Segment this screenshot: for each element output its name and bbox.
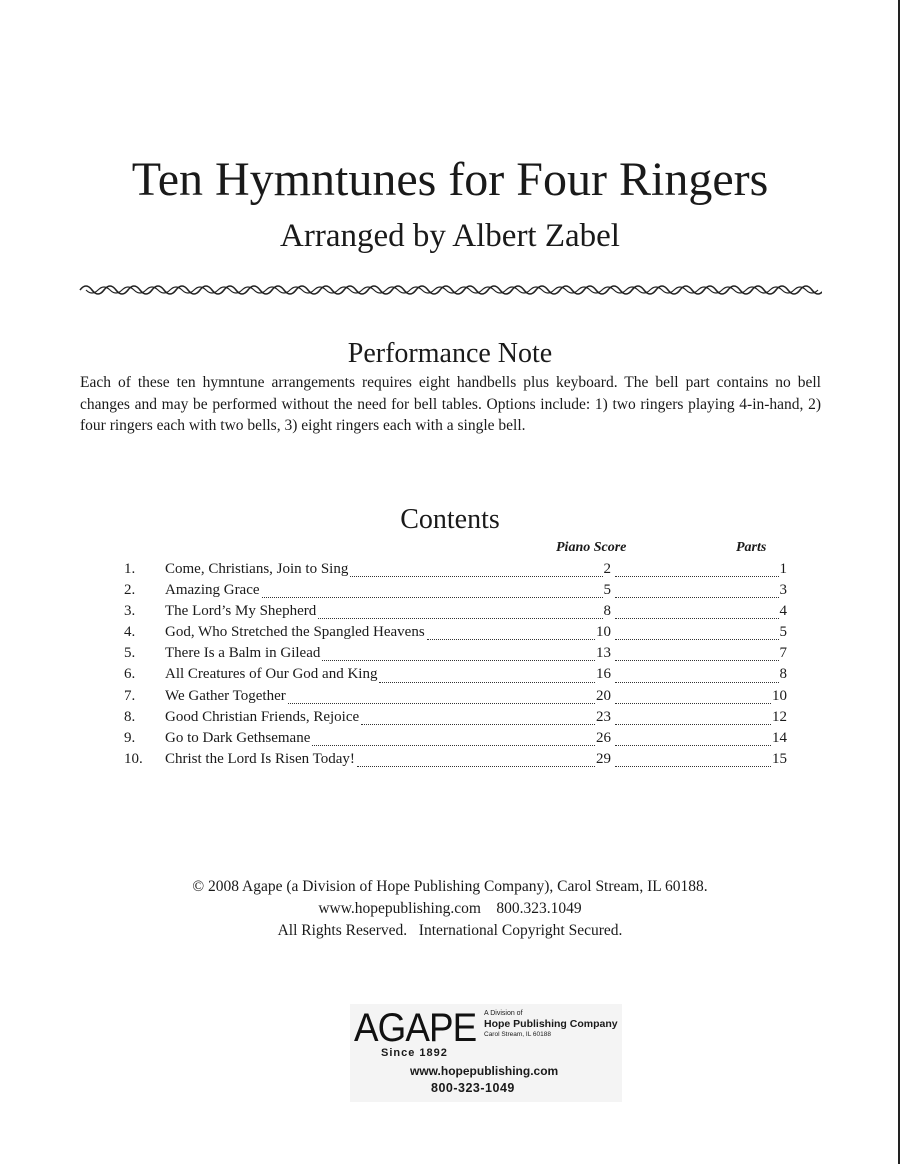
toc-number: 3. [124,603,136,620]
toc-row [124,688,788,709]
toc-title: Good Christian Friends, Rejoice [165,708,360,725]
leader-dots [615,723,771,725]
toc-title: Amazing Grace [165,582,260,599]
toc-piano-page: 20 [596,687,611,704]
toc-title: There Is a Balm in Gilead [165,645,321,662]
toc-title: God, Who Stretched the Spangled Heavens [165,624,425,641]
toc-piano-page: 5 [603,582,611,599]
toc-row [124,709,788,730]
toc-piano-page: 10 [596,624,611,641]
leader-dots [615,659,779,661]
toc-parts-page: 10 [772,687,787,704]
leader-dots [350,575,602,577]
arranger-subtitle: Arranged by Albert Zabel [280,218,620,254]
leader-dots [615,575,779,577]
leader-dots [357,765,595,767]
toc-piano-page: 29 [596,750,611,767]
toc-parts-page: 4 [779,603,787,620]
toc-parts-page: 15 [772,750,787,767]
copyright-block [0,876,900,942]
logo-division-location: Carol Stream, IL 60188 [484,1031,551,1038]
performance-note-text: Each of these ten hymntune arrangements requires eight handbells plus keyboard. The bell part contains no bell changes and may be performed without the need for bell tables. Options include: 1) two ringers playing 4-in-hand, 2) four ringers each with two bells, 3) eight ringers each with a single bell. [80,374,821,434]
toc-piano-page: 26 [596,729,611,746]
toc-piano-page: 23 [596,708,611,725]
leader-dots [615,638,779,640]
toc-row [124,666,788,687]
toc-title: We Gather Together [165,687,286,704]
leader-dots [427,638,595,640]
toc-row [124,603,788,624]
page-title: Ten Hymntunes for Four Ringers [131,153,769,206]
toc-parts-page: 12 [772,708,787,725]
toc-piano-page: 2 [603,561,611,577]
leader-dots [615,765,771,767]
column-header-parts: Parts [736,540,767,555]
logo-phone: 800-323-1049 [431,1081,515,1095]
toc-number: 1. [124,561,136,577]
leader-dots [288,702,595,704]
toc-row [124,624,788,645]
leader-dots [318,617,602,619]
toc-row [124,645,788,666]
copyright-line: © 2008 Agape (a Division of Hope Publishing Company), Carol Stream, IL 60188. [192,878,708,895]
toc-number: 10. [124,750,143,767]
rights-line: All Rights Reserved. International Copyright Secured. [277,922,623,939]
toc-parts-page: 5 [779,624,787,641]
contents-heading: Contents [400,504,500,535]
toc-title: All Creatures of Our God and King [165,666,378,683]
leader-dots [615,681,779,683]
toc-parts-page: 1 [779,561,787,577]
toc-number: 7. [124,687,136,704]
logo-division-name: Hope Publishing Company [484,1018,618,1030]
leader-dots [379,681,595,683]
toc-number: 8. [124,708,136,725]
toc-parts-page: 7 [779,645,787,662]
publisher-contact-line: www.hopepublishing.com 800.323.1049 [318,900,582,917]
logo-wordmark: AGAPE [354,1006,477,1050]
toc-title: Come, Christians, Join to Sing [165,561,349,577]
toc-parts-page: 3 [779,582,787,599]
toc-title: Go to Dark Gethsemane [165,729,311,746]
toc-number: 6. [124,666,136,683]
logo-since: Since 1892 [381,1047,448,1059]
decorative-divider [78,280,822,300]
leader-dots [322,659,595,661]
toc-piano-page: 16 [596,666,611,683]
toc-parts-page: 14 [772,729,787,746]
toc-row [124,730,788,751]
column-header-piano-score: Piano Score [556,540,627,555]
toc-number: 5. [124,645,136,662]
logo-division-small: A Division of [484,1010,523,1017]
logo-website: www.hopepublishing.com [410,1064,559,1078]
table-of-contents [124,561,788,772]
toc-row [124,751,788,772]
toc-row [124,582,788,603]
toc-number: 4. [124,624,136,641]
toc-row [124,561,788,582]
toc-number: 9. [124,729,136,746]
leader-dots [262,596,603,598]
toc-piano-page: 8 [603,603,611,620]
toc-piano-page: 13 [596,645,611,662]
leader-dots [312,744,595,746]
leader-dots [615,617,779,619]
leader-dots [361,723,595,725]
leader-dots [615,702,771,704]
toc-parts-page: 8 [779,666,787,683]
leader-dots [615,744,771,746]
toc-title: Christ the Lord Is Risen Today! [165,750,355,767]
toc-title: The Lord’s My Shepherd [165,603,317,620]
toc-number: 2. [124,582,136,599]
leader-dots [615,596,779,598]
performance-note-heading: Performance Note [347,338,553,369]
